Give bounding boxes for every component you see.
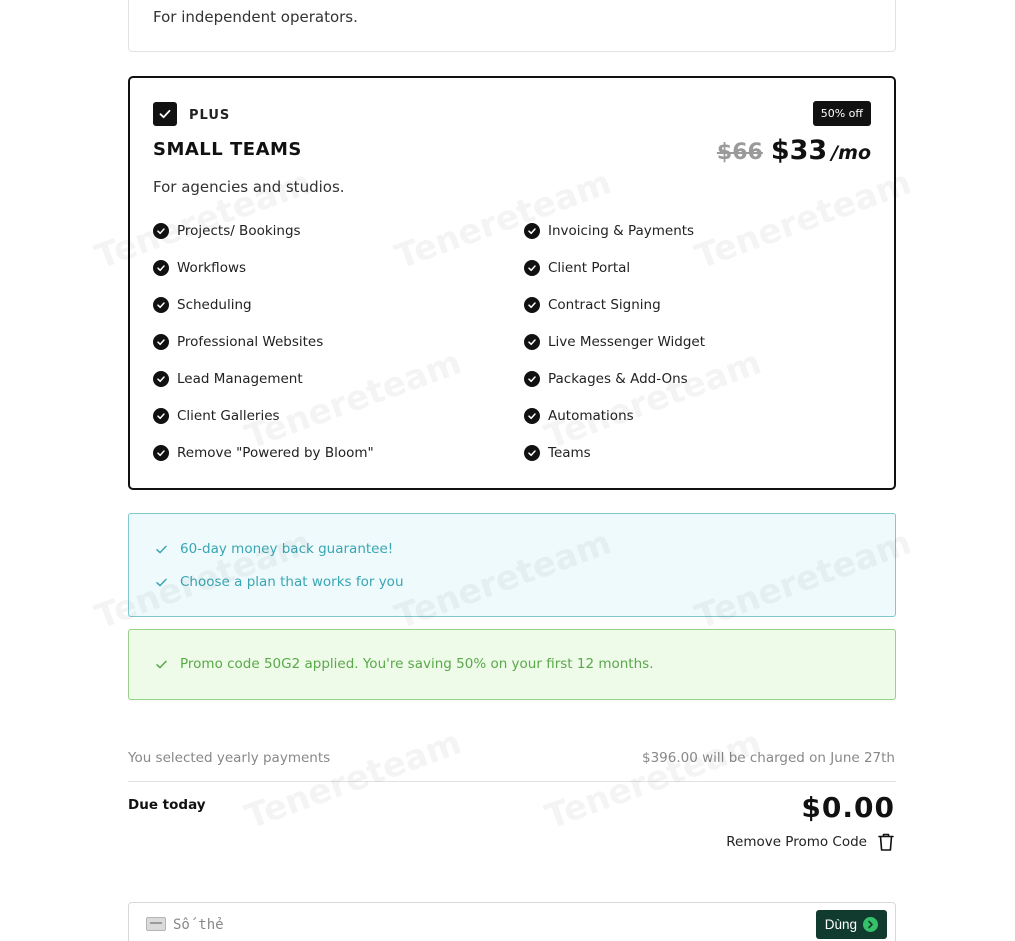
use-card-button[interactable]: Dùng [816,910,887,939]
info-item: Choose a plan that works for you [155,574,404,590]
check-circle-icon [524,223,540,239]
plan-tier: PLUS [189,108,231,123]
feature-item: Packages & Add-Ons [524,371,688,387]
charge-notice: $396.00 will be charged on June 27th [642,750,895,766]
feature-item: Live Messenger Widget [524,334,705,350]
feature-item: Client Portal [524,260,630,276]
check-circle-icon [524,334,540,350]
feature-item: Scheduling [153,297,252,313]
check-icon [155,543,168,556]
discount-badge: 50% off [813,101,871,126]
check-circle-icon [153,223,169,239]
info-item: 60-day money back guarantee! [155,541,393,557]
plus-plan-card[interactable] [128,76,896,490]
check-circle-icon [524,260,540,276]
card-number-field[interactable] [128,902,896,941]
watermark-text [540,722,767,837]
check-circle-icon [153,260,169,276]
trash-icon [877,832,895,852]
new-price: $33 [770,135,828,166]
feature-item: Remove "Powered by Bloom" [153,445,374,461]
check-circle-icon [524,445,540,461]
feature-item: Projects/ Bookings [153,223,301,239]
plan-name: SMALL TEAMS [153,139,302,160]
promo-applied-box [128,629,896,700]
previous-plan-description: For independent operators. [153,8,358,26]
check-circle-icon [524,371,540,387]
plan-description: For agencies and studios. [153,178,345,196]
remove-promo-label: Remove Promo Code [726,834,867,850]
plan-selected-checkbox[interactable] [153,102,177,126]
old-price: $66 [716,140,763,165]
check-circle-icon [153,445,169,461]
check-circle-icon [524,297,540,313]
feature-item: Contract Signing [524,297,661,313]
remove-promo-button[interactable] [726,832,895,852]
feature-item: Professional Websites [153,334,323,350]
check-circle-icon [153,297,169,313]
promo-message: Promo code 50G2 applied. You're saving 50% on your first 12 months. [155,656,653,672]
divider [128,781,896,782]
feature-item: Invoicing & Payments [524,223,694,239]
due-today-amount: $0.00 [801,791,895,824]
plan-price [717,135,871,166]
card-number-input[interactable] [173,913,773,937]
watermark-text [240,722,467,837]
check-circle-icon [153,371,169,387]
price-period: /mo [831,142,871,164]
feature-item: Teams [524,445,591,461]
check-icon [155,658,168,671]
check-circle-icon [153,334,169,350]
feature-item: Automations [524,408,634,424]
due-today-label: Due today [128,797,206,813]
check-circle-icon [153,408,169,424]
check-icon [158,107,172,121]
billing-cycle-text: You selected yearly payments [128,750,331,766]
arrow-right-icon [863,917,878,932]
feature-item: Client Galleries [153,408,280,424]
check-icon [155,576,168,589]
credit-card-icon [146,917,166,931]
feature-item: Workflows [153,260,246,276]
guarantee-info-box [128,513,896,617]
previous-plan-card[interactable] [128,0,896,52]
check-circle-icon [524,408,540,424]
feature-item: Lead Management [153,371,303,387]
